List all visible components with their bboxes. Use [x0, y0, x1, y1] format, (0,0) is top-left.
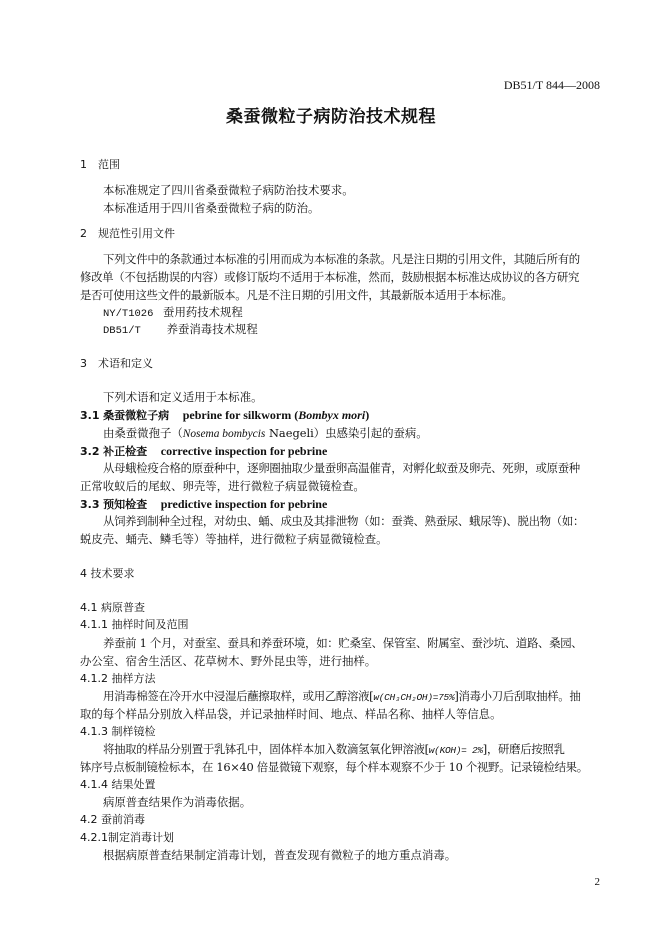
- term-3-2-number: 3.2: [80, 445, 100, 458]
- section-2-line-2: 修改单（不包括勘误的内容）或修订版均不适用于本标准，然而，鼓励根据本标准达成协议的各方研究: [80, 270, 580, 284]
- reference-1: [103, 305, 243, 321]
- section-1-para-2: 本标准适用于四川省桑蚕微粒子病的防治。: [103, 201, 320, 215]
- document-title: 桑蚕微粒子病防治技术规程: [226, 107, 436, 127]
- reference-2-name: 养蚕消毒技术规程: [166, 322, 258, 336]
- term-3-2-line-1: 从母蛾检疫合格的原蚕种中，逐卵圈抽取少量蚕卵高温催青，对孵化蚁蚕及卵壳、死卵，或原蚕种: [103, 461, 580, 475]
- term-3-3-number: 3.3: [80, 498, 100, 511]
- term-3-1-number: 3.1: [80, 409, 100, 422]
- term-3-2-english: corrective inspection for pebrine: [160, 444, 328, 458]
- term-3-2-line-2: 正常收蚁后的尾蚁、卵壳等，进行微粒子病显微镜检查。: [80, 479, 365, 493]
- section-1-para-1: 本标准规定了四川省桑蚕微粒子病防治技术要求。: [103, 183, 354, 197]
- heading-4-2: 4.2 蚕前消毒: [80, 813, 145, 826]
- para-4-1-2-line-2: 取的每个样品分别放入样品袋，并记录抽样时间、地点、样品名称、抽样人等信息。: [80, 707, 502, 721]
- term-3-1-definition: 由桑蚕微孢子（Nosema bombycis Naegeli）虫感染引起的蚕病。: [103, 426, 428, 440]
- para-4-1-3-line-2: 钵序号点板制镜检标本，在 16×40 倍显微镜下观察，每个样本观察不少于 10 个视野。记录镜检结果。: [80, 760, 588, 774]
- section-3-heading: 3 术语和定义: [80, 357, 153, 370]
- para-4-1-2-line-1: 用消毒棉签在冷开水中浸湿后蘸擦取样，或用乙醇溶液[w(CH₃CH₂OH)=75%]消毒小刀后刮取抽样。抽: [103, 689, 581, 703]
- reference-1-name: 蚕用药技术规程: [163, 305, 243, 319]
- term-3-1: [80, 408, 369, 423]
- term-3-3-chinese: 预知检查: [103, 498, 148, 511]
- term-3-2: [80, 444, 327, 459]
- section-4-heading: 4 技术要求: [80, 567, 135, 580]
- standard-code: DB51/T 844—2008: [503, 78, 600, 92]
- section-2-heading: 2 规范性引用文件: [80, 227, 175, 240]
- reference-2-code: DB51/T: [103, 325, 141, 337]
- para-4-2-1: 根据病原普查结果制定消毒计划，普查发现有微粒子的地方重点消毒。: [103, 848, 457, 862]
- para-4-1-3-line-1: 将抽取的样品分别置于乳钵孔中，固体样本加入数滴氢氧化钾溶液[w(KOH)= 2%]，研磨后按照乳: [103, 742, 565, 756]
- term-3-2-chinese: 补正检查: [103, 445, 148, 458]
- para-4-1-1-line-2: 办公室、宿舍生活区、花草树木、野外昆虫等，进行抽样。: [80, 654, 377, 668]
- section-2-line-3: 是否可使用这些文件的最新版本。凡是不注日期的引用文件，其最新版本适用于本标准。: [80, 288, 513, 302]
- heading-4-1-4: 4.1.4 结果处置: [80, 778, 156, 791]
- page-number: 2: [594, 876, 600, 888]
- heading-4-1-1: 4.1.1 抽样时间及范围: [80, 618, 189, 631]
- term-3-3-line-2: 蜕皮壳、蛹壳、鳞毛等）等抽样，进行微粒子病显微镜检查。: [80, 532, 388, 546]
- term-3-1-chinese: 桑蚕微粒子病: [103, 409, 170, 422]
- term-3-1-english: pebrine for silkworm (Bombyx mori): [182, 408, 370, 422]
- para-4-1-1-line-1: 养蚕前 1 个月，对蚕室、蚕具和养蚕环境，如：贮桑室、保管室、附属室、蚕沙坑、道路、桑园、: [103, 636, 583, 650]
- heading-4-1: 4.1 病原普查: [80, 601, 145, 614]
- para-4-1-4: 病原普查结果作为消毒依据。: [103, 795, 252, 809]
- section-1-heading: 1 范围: [80, 158, 120, 171]
- section-2-line-1: 下列文件中的条款通过本标准的引用而成为本标准的条款。凡是注日期的引用文件，其随后所有的: [103, 252, 580, 266]
- heading-4-1-2: 4.1.2 抽样方法: [80, 672, 156, 685]
- reference-2: [103, 322, 258, 338]
- term-3-3-line-1: 从饲养到制种全过程，对幼虫、蛹、成虫及其排泄物（如：蚕粪、熟蚕尿、蛾尿等)、脱出物（如：: [103, 514, 585, 528]
- reference-1-code: NY/T1026: [103, 308, 154, 320]
- section-3-intro: 下列术语和定义适用于本标准。: [103, 390, 263, 404]
- term-3-3-english: predictive inspection for pebrine: [160, 497, 328, 511]
- heading-4-1-3: 4.1.3 制样镜检: [80, 725, 156, 738]
- heading-4-2-1: 4.2.1制定消毒计划: [80, 831, 174, 844]
- term-3-3: [80, 497, 327, 512]
